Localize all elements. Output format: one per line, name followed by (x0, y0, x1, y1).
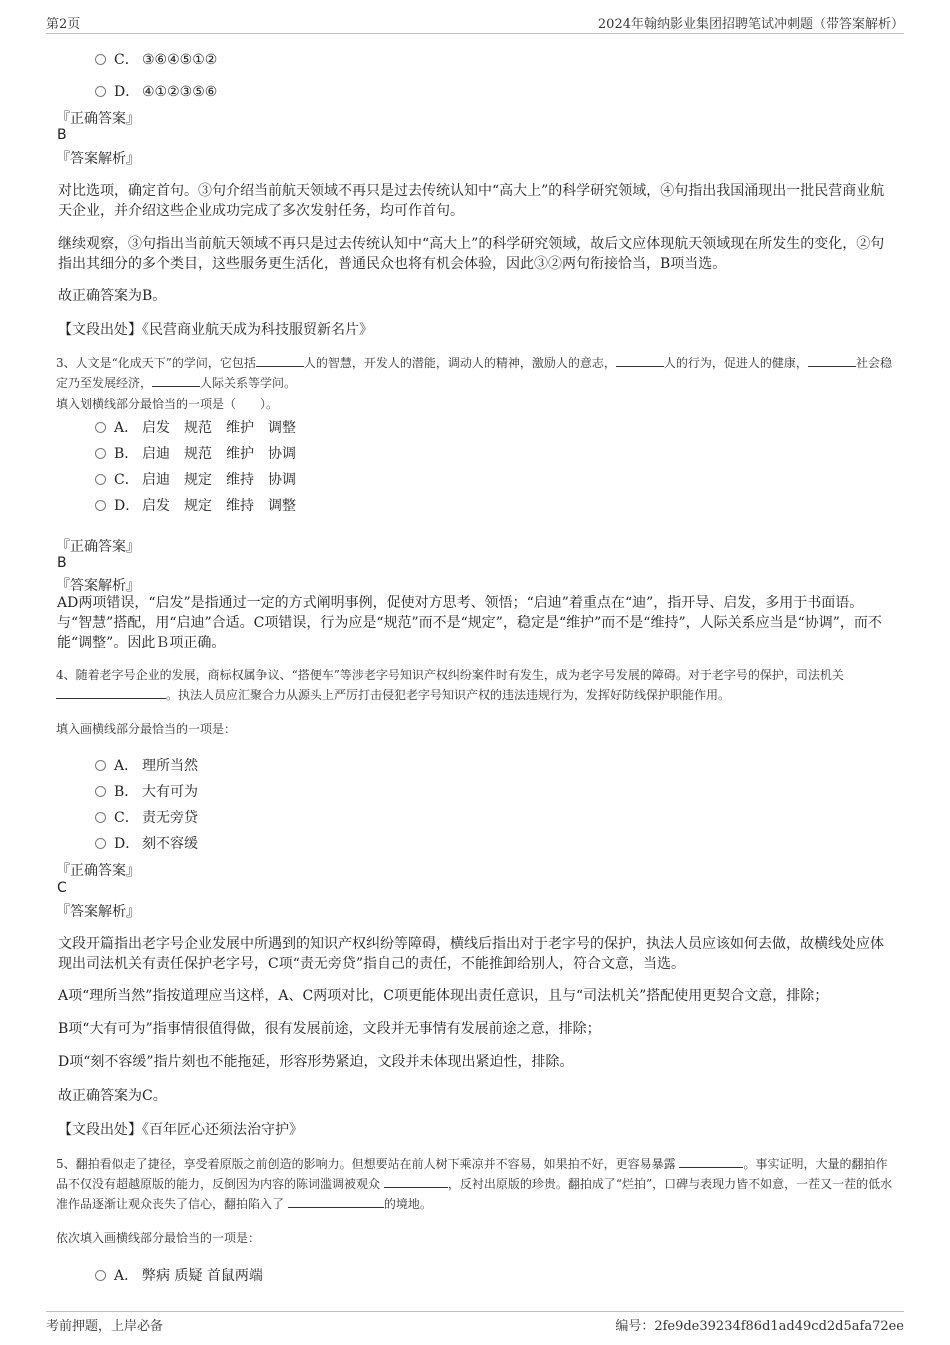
q4-prompt: 填入画横线部分最恰当的一项是： (56, 722, 237, 736)
footer-slogan: 考前押题，上岸必备 (46, 1319, 164, 1334)
q4-option-b[interactable]: B． 大有可为 (95, 781, 198, 801)
q3-analysis-label: 『答案解析』 (56, 578, 140, 594)
document-id: 编号：2fe9de39234f86d1ad49cd2d5afa72ee (615, 1319, 904, 1334)
q2-analysis-para-1: 对比选项，确定首句。③句介绍当前航天领域不再只是过去传统认知中“高大上”的科学研究领域，④句指出我国涌现出一批民营商业航天企业，并介绍这些企业成功完成了多次发射任务，均可作首句。 (58, 183, 885, 219)
q2-source: 【文段出处】《民营商业航天成为科技服贸新名片》 (58, 322, 373, 338)
q4-answer: C (57, 880, 67, 896)
document-title: 2024年翰纳影业集团招聘笔试冲刺题（带答案解析） (597, 17, 904, 32)
q5-prompt: 依次填入画横线部分最恰当的一项是： (56, 1231, 261, 1245)
q4-option-c[interactable]: C． 责无旁贷 (95, 807, 198, 827)
q2-analysis-label: 『答案解析』 (56, 151, 140, 167)
q2-option-d[interactable]: D． ④①②③⑤⑥ (95, 81, 217, 101)
q4-option-a[interactable]: A． 理所当然 (95, 755, 198, 775)
q4-analysis-para-3: B项“大有可为”指事情很值得做，很有发展前途，文段并无事情有发展前途之意，排除； (58, 1021, 601, 1037)
radio-icon[interactable] (95, 500, 106, 511)
radio-icon[interactable] (95, 422, 106, 433)
header-rule (46, 33, 904, 34)
q3-stem: 3、人文是“化成天下”的学问，它包括 人的智慧，开发人的潜能，调动人的精神，激励人的意志， 人的行为，促进人的健康， 社会稳定乃至发展经济， 人际关系等学问。 (56, 356, 892, 390)
q5-option-a[interactable]: A． 弊病 质疑 首鼠两端 (95, 1265, 263, 1285)
q3-answer-label: 『正确答案』 (56, 539, 140, 555)
page-number: 第2页 (46, 17, 81, 32)
radio-icon[interactable] (95, 54, 106, 65)
radio-icon[interactable] (95, 838, 106, 849)
q4-source: 【文段出处】《百年匠心还须法治守护》 (58, 1122, 303, 1138)
q4-analysis-label: 『答案解析』 (56, 904, 140, 920)
q3-option-a[interactable]: A． 启发 规范 维护 调整 (95, 417, 296, 437)
q3-answer: B (57, 555, 67, 571)
q3-option-d[interactable]: D． 启发 规定 维持 调整 (95, 495, 296, 515)
q4-analysis-para-2: A项“理所当然”指按道理应当这样，A、C两项对比，C项更能体现出责任意识，且与“司法机关”搭配使用更契合文意，排除； (58, 988, 829, 1004)
radio-icon[interactable] (95, 1270, 106, 1281)
q4-option-d[interactable]: D． 刻不容缓 (95, 833, 198, 853)
radio-icon[interactable] (95, 812, 106, 823)
q4-analysis-para-4: D项“刻不容缓”指片刻也不能拖延，形容形势紧迫，文段并未体现出紧迫性，排除。 (58, 1054, 574, 1070)
q2-option-c[interactable]: C． ③⑥④⑤①② (95, 49, 217, 69)
q4-analysis-para-5: 故正确答案为C。 (58, 1088, 167, 1104)
radio-icon[interactable] (95, 760, 106, 771)
q2-answer: B (57, 127, 67, 143)
q3-analysis: AD两项错误，“启发”是指通过一定的方式阐明事例，促使对方思考、领悟；“启迪”着重点在“迪”，指开导、启发，多用于书面语。与“智慧”搭配，用“启迪”合适。C项错误，行为应是“规范”而不是“规定”，稳定是“维护”而不是“维持”，人际关系应当是“协调”，而不能“调整”。因此Ｂ项正确。 (57, 595, 882, 651)
q4-answer-label: 『正确答案』 (56, 863, 140, 879)
q4-analysis-para-1: 文段开篇指出老字号企业发展中所遇到的知识产权纠纷等障碍，横线后指出对于老字号的保护，执法人员应该如何去做，故横线处应体现出司法机关有责任保护老字号，C项“责无旁贷”指自己的责任，不能推卸给别人，符合文意，当选。 (58, 936, 884, 972)
q2-analysis-para-2: 继续观察，③句指出当前航天领域不再只是过去传统认知中“高大上”的科学研究领域，故后文应体现航天领域现在所发生的变化，②句指出其细分的多个类目，这些服务更生活化，普通民众也将有机会体验，因此③②两句衔接恰当，B项当选。 (58, 236, 885, 272)
radio-icon[interactable] (95, 786, 106, 797)
q3-prompt: 填入划横线部分最恰当的一项是（ ）。 (56, 397, 279, 411)
q3-option-c[interactable]: C． 启迪 规定 维持 协调 (95, 469, 296, 489)
q4-stem: 4、随着老字号企业的发展，商标权属争议、“搭便车”等涉老字号知识产权纠纷案件时有发生，成为老字号发展的障碍。对于老字号的保护，司法机关 。执法人员应汇聚合力从源头上严厉打击侵犯老字号知识产权的违法违规行为，发挥好防线保护职能作用。 (56, 668, 844, 702)
radio-icon[interactable] (95, 474, 106, 485)
footer-rule (46, 1311, 904, 1312)
q2-analysis-para-3: 故正确答案为B。 (58, 288, 167, 304)
radio-icon[interactable] (95, 448, 106, 459)
q2-answer-label: 『正确答案』 (56, 111, 140, 127)
q3-option-b[interactable]: B． 启迪 规范 维护 协调 (95, 443, 296, 463)
radio-icon[interactable] (95, 86, 106, 97)
q5-stem: 5、翻拍看似走了捷径，享受着原版之前创造的影响力。但想要站在前人树下乘凉并不容易，如果拍不好，更容易暴露 。事实证明，大量的翻拍作品不仅没有超越原版的能力，反倒因为内容的陈词滥调被观众 ，反衬出原版的珍贵。翻拍成了“烂拍”，口碑与表现力皆不如意，一茬又一茬的低水准作品逐渐让观众丧失了信心，翻拍陷入了 的境地。 (56, 1157, 893, 1211)
